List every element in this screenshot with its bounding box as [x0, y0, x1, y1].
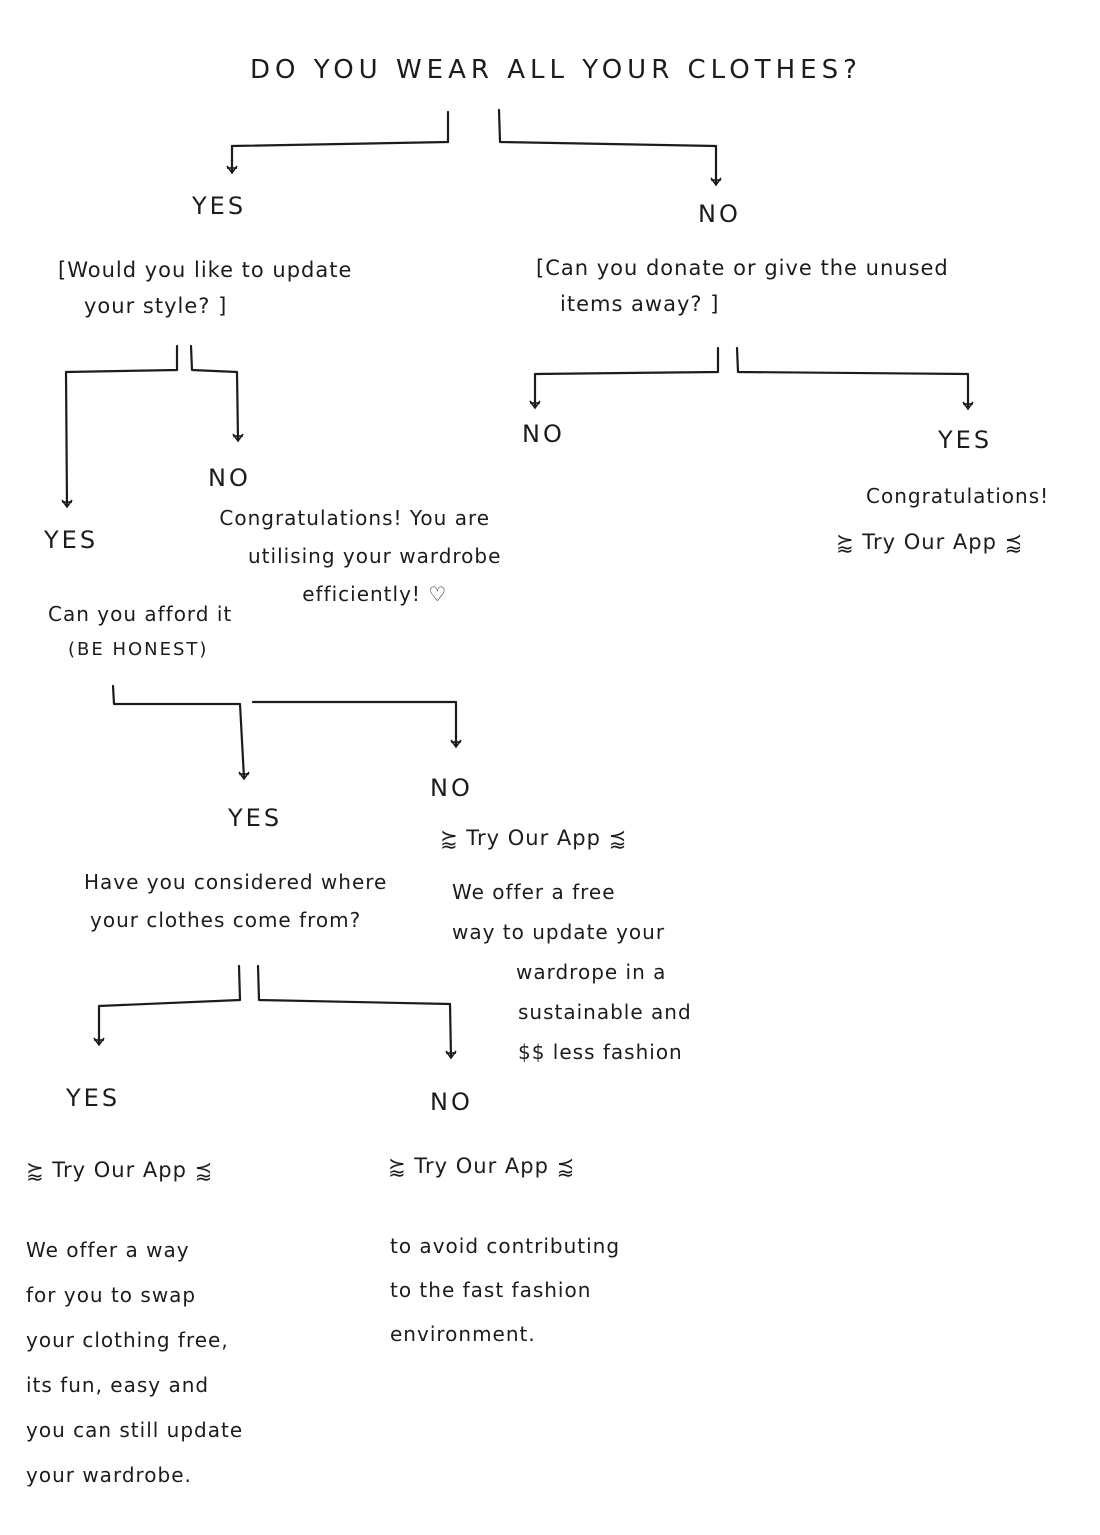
swap-description: [26, 1228, 243, 1498]
description-line: to avoid contributing: [390, 1234, 621, 1258]
congratulations-donate-outcome: Congratulations!: [866, 484, 1050, 508]
connector-afford-to-yes: [113, 686, 244, 778]
connector-style-to-yes: [66, 346, 177, 506]
connector-style-to-no: [191, 346, 238, 440]
description-line: way to update your: [452, 920, 666, 944]
donate-no-label: NO: [522, 420, 565, 448]
congratulations-efficient-outcome: [208, 498, 501, 614]
outcome-line: efficiently! ♡: [302, 582, 448, 606]
try-our-app-cta-free-update: ⪸ Try Our App ⪷: [440, 826, 628, 850]
description-line: environment.: [390, 1322, 536, 1346]
update-style-yes-label: YES: [44, 526, 99, 554]
afford-question: [48, 594, 232, 670]
description-line: to the fast fashion: [390, 1278, 592, 1302]
afford-question-line: (BE HONEST): [68, 639, 209, 660]
description-line: your wardrobe.: [26, 1463, 192, 1487]
connector-donate-to-no: [535, 348, 718, 407]
origin-yes-label: YES: [66, 1084, 121, 1112]
free-update-description: [452, 872, 692, 1072]
description-line: We offer a free: [452, 880, 616, 904]
description-line: We offer a way: [26, 1238, 190, 1262]
try-our-app-cta-swap: ⪸ Try Our App ⪷: [26, 1158, 214, 1182]
description-line: sustainable and: [518, 1000, 692, 1024]
afford-no-label: NO: [430, 774, 473, 802]
update-style-question-line: [Would you like to update: [58, 258, 353, 282]
connector-origin-to-no: [258, 966, 451, 1057]
afford-yes-label: YES: [228, 804, 283, 832]
connector-afford-to-no: [253, 702, 456, 746]
answer-no-label: NO: [698, 200, 741, 228]
description-line: your clothing free,: [26, 1328, 229, 1352]
origin-no-label: NO: [430, 1088, 473, 1116]
try-our-app-cta-fast-fashion: ⪸ Try Our App ⪷: [388, 1154, 576, 1178]
origin-question-line: your clothes come from?: [90, 908, 362, 932]
try-our-app-cta-donate: ⪸ Try Our App ⪷: [836, 530, 1024, 554]
description-line: $$ less fashion: [518, 1040, 683, 1064]
description-line: you can still update: [26, 1418, 244, 1442]
description-line: its fun, easy and: [26, 1373, 210, 1397]
outcome-line: Congratulations! You are: [219, 506, 491, 530]
connector-top-to-yes: [232, 112, 448, 172]
afford-question-line: Can you afford it: [48, 602, 233, 626]
connector-origin-to-yes: [99, 966, 240, 1044]
outcome-line: utilising your wardrobe: [248, 544, 502, 568]
origin-question-line: Have you considered where: [84, 870, 388, 894]
connector-top-to-no: [499, 110, 716, 184]
update-style-question-line: your style? ]: [84, 294, 228, 318]
main-question: DO YOU WEAR ALL YOUR CLOTHES?: [250, 55, 862, 85]
description-line: wardrope in a: [516, 960, 667, 984]
description-line: for you to swap: [26, 1283, 197, 1307]
donate-question: [536, 248, 949, 324]
donate-yes-label: YES: [938, 426, 993, 454]
update-style-question: [58, 250, 352, 326]
clothes-origin-question: [84, 862, 387, 940]
donate-question-line: [Can you donate or give the unused: [536, 256, 949, 280]
answer-yes-label: YES: [192, 192, 247, 220]
update-style-no-label: NO: [208, 464, 251, 492]
donate-question-line: items away? ]: [560, 292, 720, 316]
fast-fashion-description: [390, 1224, 620, 1356]
connector-donate-to-yes: [737, 348, 968, 408]
